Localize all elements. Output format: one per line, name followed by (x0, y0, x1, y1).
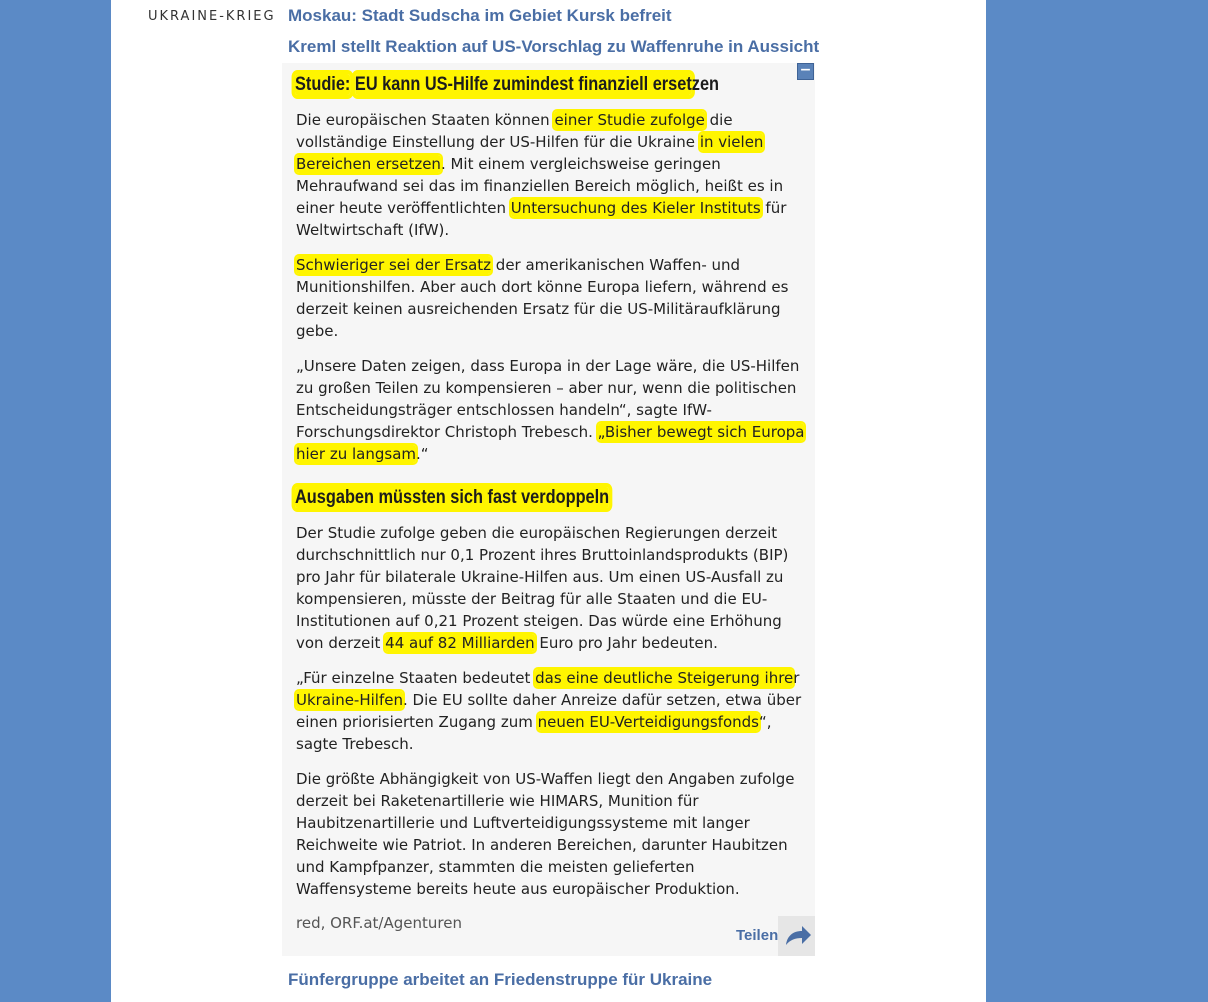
collapse-button[interactable] (797, 63, 814, 80)
highlight-mark: Ukraine-Hilfen (296, 691, 403, 709)
share-arrow-icon (778, 916, 815, 956)
share-label[interactable]: Teilen (736, 927, 779, 944)
share-button[interactable] (778, 916, 815, 956)
related-link-sudscha[interactable]: Moskau: Stadt Sudscha im Gebiet Kursk befreit (288, 6, 672, 25)
minus-icon: − (799, 62, 812, 78)
story-source: red, ORF.at/Agenturen (296, 914, 462, 932)
highlight-mark: 44 auf 82 Milliarden (385, 634, 535, 652)
story-paragraph-3: „Unsere Daten zeigen, dass Europa in der Lage wäre, die US-Hilfen zu großen Teilen zu kompensieren – aber nur, wenn die politischen Entscheidungsträger entschlossen handeln“, sagte IfW-Forschungsdirektor Christoph Trebesch. „Bisher bewegt sich Europa hier zu langsam.“ (296, 357, 805, 463)
story-paragraph-6: Die größte Abhängigkeit von US-Waffen liegt den Angaben zufolge derzeit bei Raketenartillerie wie HIMARS, Munition für Haubitzenartillerie und Luftverteidigungssysteme mit langer Reichweite wie Patriot. In anderen Bereichen, darunter Haubitzen und Kampfpanzer, stammten die meisten gelieferten Waffensysteme bereits heute aus europäischer Produktion. (296, 770, 795, 898)
story-title: Studie: EU kann US-Hilfe zumindest finanziell ersetzen (295, 74, 720, 95)
highlight-mark: Studie: (295, 74, 351, 95)
story-paragraph-4: Der Studie zufolge geben die europäischen Regierungen derzeit durchschnittlich nur 0,1 Prozent ihres Bruttoinlandsprodukts (BIP) pro Jahr für bilaterale Ukraine-Hilfen aus. Um einen US-Ausfall zu kompensieren, müsste der Beitrag für alle Staaten und die EU-Institutionen auf 0,21 Prozent steigen. Das würde eine Erhöhung von derzeit 44 auf 82 Milliarden Euro pro Jahr bedeuten. (296, 524, 789, 652)
highlight-mark: in vielen Bereichen ersetzen (296, 133, 764, 173)
highlight-mark: neuen EU-Verteidigungsfonds (537, 713, 759, 731)
highlight-mark: Schwieriger sei der Ersatz (296, 256, 492, 274)
highlight-mark: EU kann US-Hilfe zumindest finanziell erset (354, 74, 692, 95)
related-link-kreml[interactable]: Kreml stellt Reaktion auf US-Vorschlag zu Waffenruhe in Aussicht (288, 37, 820, 56)
highlight-mark: Ausgaben müssten sich fast verdoppeln (295, 487, 610, 508)
story-paragraph-5: „Für einzelne Staaten bedeutet das eine deutliche Steigerung ihrer Ukraine-Hilfen. Die EU sollte daher Anreize dafür setzen, etwa über einen priorisierten Zugang zum neuen EU-Verteidigungsfonds“, sagte Trebesch. (296, 669, 802, 753)
related-link-fuenfergruppe[interactable]: Fünfergruppe arbeitet an Friedenstruppe für Ukraine (288, 970, 713, 989)
highlight-mark: das eine deutliche Steigerung ihre (535, 669, 794, 687)
story-paragraph-2: Schwieriger sei der Ersatz der amerikanischen Waffen- und Munitionshilfen. Aber auch dort könne Europa liefern, während es derzeit keinen ausreichenden Ersatz für die US-Militäraufklärung gebe. (296, 256, 789, 340)
highlight-mark: einer Studie zufolge (554, 111, 705, 129)
category-label: UKRAINE-KRIEG (148, 9, 276, 24)
highlight-mark: „Bisher bewegt sich Europa hier zu langsam (296, 423, 805, 463)
highlight-mark: Untersuchung des Kieler Instituts (510, 199, 761, 217)
story-paragraph-1: Die europäischen Staaten können einer Studie zufolge die vollständige Einstellung der US-Hilfen für die Ukraine in vielen Bereichen ersetzen. Mit einem vergleichsweise geringen Mehraufwand sei das im finanziellen Bereich möglich, heißt es in einer heute veröffentlichten Untersuchung des Kieler Instituts für Weltwirtschaft (IfW). (296, 111, 787, 239)
story-subheading (295, 487, 609, 509)
